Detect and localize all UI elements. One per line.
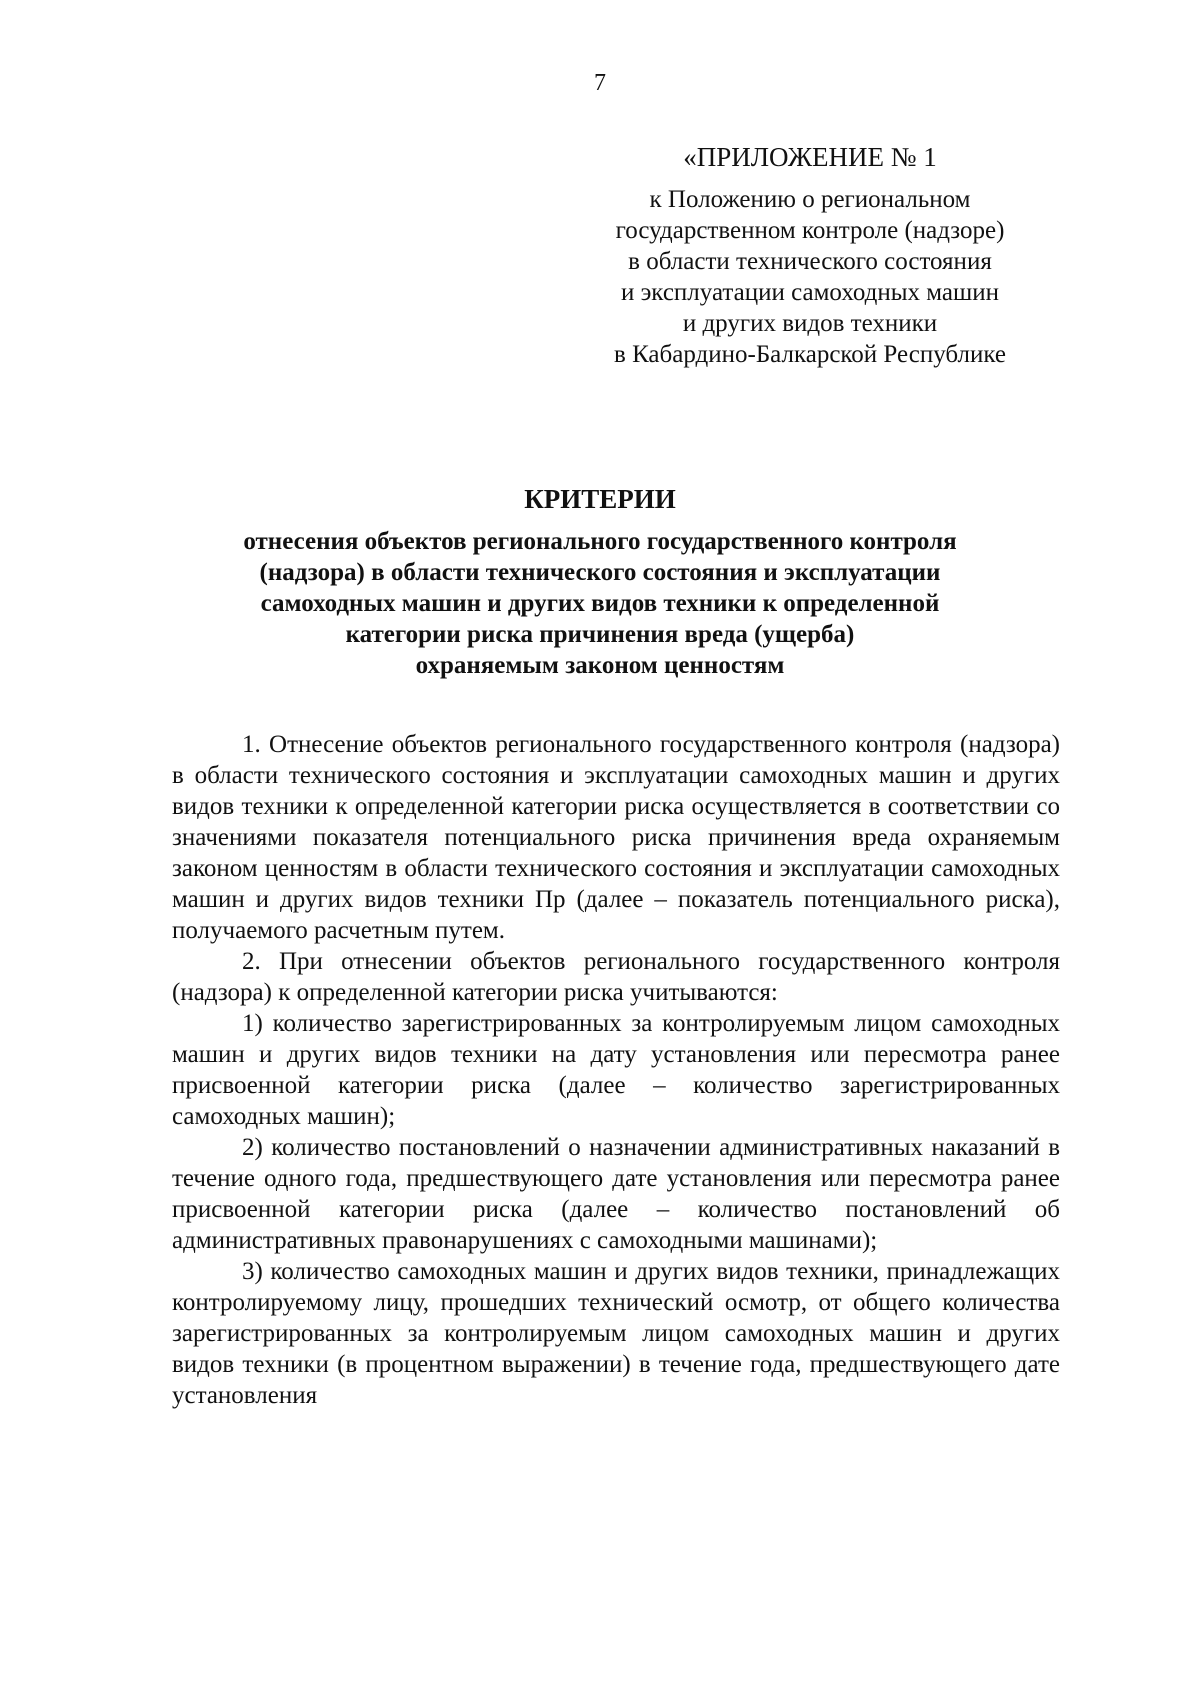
subtitle-line: отнесения объектов регионального государственного контроля xyxy=(243,528,957,555)
paragraph: 3) количество самоходных машин и других видов техники, принадлежащих контролируемому лицу, прошедших технический осмотр, от общего количества зарегистрированных за контролируемым лицом самоходных машин и других видов техники (в процентном выражении) в течение года, предшествующего дате установления xyxy=(172,1258,1060,1409)
subtitle-line: охраняемым законом ценностям xyxy=(415,652,785,679)
appendix-line: в Кабардино-Балкарской Республике xyxy=(614,341,1006,368)
appendix-line: и других видов техники xyxy=(682,310,938,337)
appendix-line: государственном контроле (надзоре) xyxy=(615,217,1005,244)
appendix-line: в области технического состояния xyxy=(628,248,992,275)
appendix-block xyxy=(560,138,1060,370)
page-number: 7 xyxy=(594,70,606,96)
paragraph: 1. Отнесение объектов регионального государственного контроля (надзора) в области технического состояния и эксплуатации самоходных машин и других видов техники к определенной категории риска осуществляется в соответствии со значениями показателя потенциального риска причинения вреда охраняемым законом ценностям в области технического состояния и эксплуатации самоходных машин и других видов техники Пр (далее – показатель потенциального риска), получаемого расчетным путем. xyxy=(172,731,1060,944)
document-body xyxy=(172,729,1060,1411)
paragraph: 2. При отнесении объектов регионального государственного контроля (надзора) к определенной категории риска учитываются: xyxy=(172,948,1060,1006)
document-subtitle xyxy=(130,526,1070,681)
document-title: КРИТЕРИИ xyxy=(524,484,676,514)
subtitle-line: категории риска причинения вреда (ущерба) xyxy=(345,621,855,648)
paragraph: 2) количество постановлений о назначении административных наказаний в течение одного года, предшествующего дате установления или пересмотра ранее присвоенной категории риска (далее – количество постановлений об административных правонарушениях с самоходными машинами); xyxy=(172,1134,1060,1254)
paragraph: 1) количество зарегистрированных за контролируемым лицом самоходных машин и других видов техники на дату установления или пересмотра ранее присвоенной категории риска (далее – количество зарегистрированных самоходных машин); xyxy=(172,1010,1060,1130)
appendix-line: к Положению о региональном xyxy=(649,186,971,213)
subtitle-line: самоходных машин и других видов техники к определенной xyxy=(260,590,940,617)
appendix-title: «ПРИЛОЖЕНИЕ № 1 xyxy=(683,142,937,172)
subtitle-line: (надзора) в области технического состояния и эксплуатации xyxy=(259,559,941,586)
appendix-line: и эксплуатации самоходных машин xyxy=(620,279,1000,306)
